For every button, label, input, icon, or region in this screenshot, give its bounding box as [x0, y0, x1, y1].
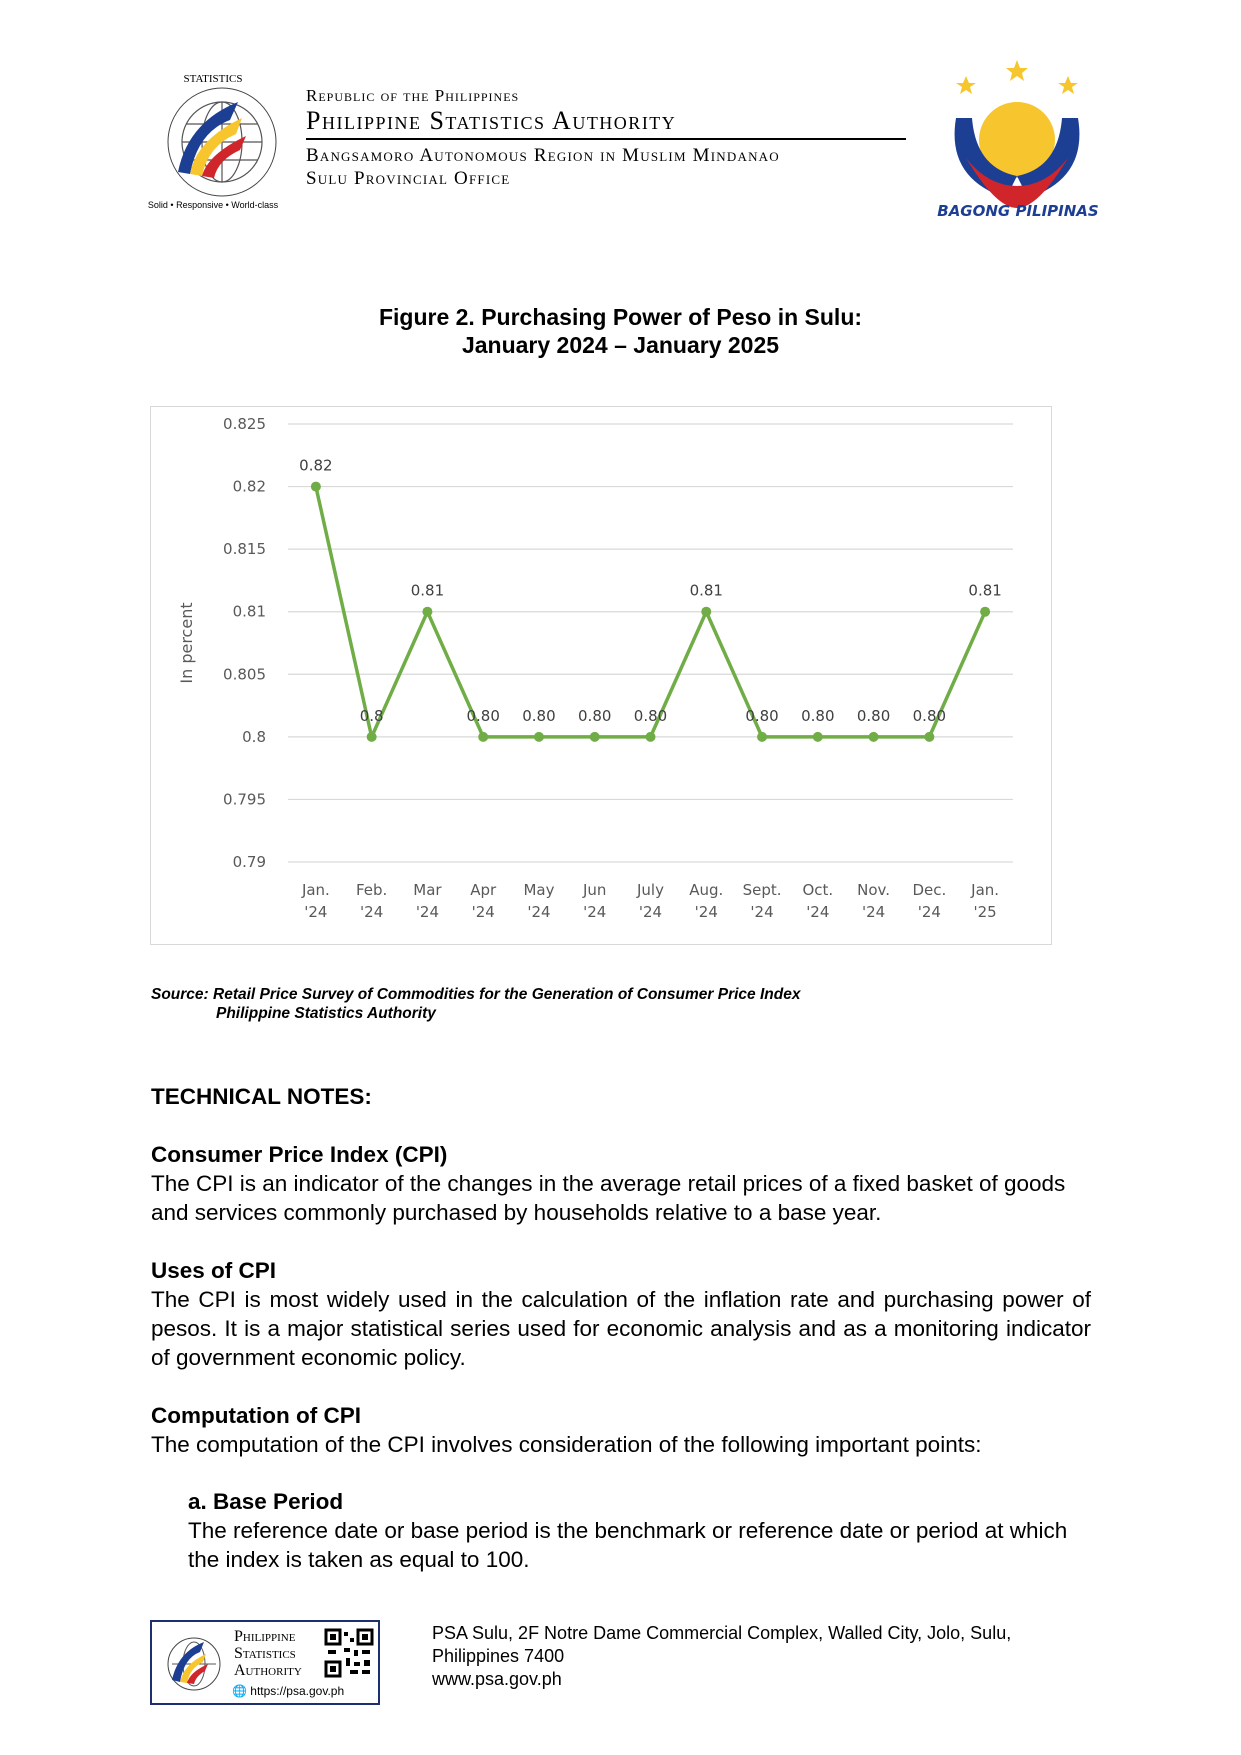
- x-tick-label: '25: [973, 903, 997, 921]
- x-tick-label: Dec.: [912, 881, 947, 899]
- x-tick-label: Jan.: [971, 881, 1000, 899]
- x-tick-label: Sept.: [742, 881, 782, 899]
- footer-psa-badge: [150, 1620, 380, 1705]
- footer-address: [432, 1622, 1072, 1691]
- header-region: Bangsamoro Autonomous Region in Muslim Mindanao: [306, 145, 780, 166]
- computation-paragraph: The computation of the CPI involves consideration of the following important points:: [151, 1432, 982, 1457]
- data-label: 0.81: [410, 581, 445, 600]
- psa-logo: [138, 62, 288, 212]
- x-tick-label: '24: [583, 903, 607, 921]
- y-tick-label: 0.79: [232, 853, 266, 871]
- data-point: [590, 732, 600, 742]
- svg-text:Solid • Responsive • World-cla: Solid • Responsive • World-class: [147, 200, 279, 210]
- y-tick-label: 0.8: [242, 727, 266, 746]
- header-republic: Republic of the Philippines: [306, 86, 520, 105]
- header-office: Sulu Provincial Office: [306, 168, 511, 189]
- footer-url-text: https://psa.gov.ph: [250, 1684, 345, 1698]
- x-tick-label: Nov.: [857, 881, 891, 899]
- y-tick-label: 0.795: [223, 790, 266, 809]
- uses-heading: Uses of CPI: [151, 1258, 277, 1283]
- x-tick-label: Jan.: [301, 881, 330, 899]
- base-period-paragraph: The reference date or base period is the benchmark or reference date or period at which the index is taken as equal to 100.: [188, 1518, 1068, 1572]
- chart: [150, 406, 1052, 945]
- x-tick-label: Feb.: [355, 881, 388, 899]
- cpi-paragraph: The CPI is an indicator of the changes in the average retail prices of a fixed basket of goods and services commonly purchased by households relative to a base year.: [151, 1171, 1066, 1225]
- y-tick-label: 0.805: [223, 665, 266, 684]
- data-point: [869, 732, 879, 742]
- data-point: [534, 732, 544, 742]
- x-tick-label: May: [523, 881, 555, 899]
- header-text: [306, 86, 906, 190]
- footer-address-line-2: Philippines 7400: [432, 1646, 565, 1666]
- data-point: [367, 732, 377, 742]
- x-tick-label: '24: [638, 903, 663, 921]
- footer-psa-line-2: Statistics: [234, 1645, 296, 1662]
- data-label: 0.80: [801, 706, 835, 725]
- x-tick-label: '24: [806, 903, 830, 921]
- data-point: [924, 732, 934, 742]
- data-point: [701, 607, 711, 617]
- uses-paragraph: The CPI is most widely used in the calculation of the inflation rate and purchasing power of pesos. It is a major statistical series used for economic analysis and as a monitoring indicator of government economic policy.: [151, 1287, 1091, 1370]
- header-rule: [306, 138, 906, 140]
- x-tick-label: Aug.: [689, 881, 724, 899]
- data-label: 0.80: [466, 706, 500, 725]
- data-point: [757, 732, 767, 742]
- data-point: [422, 607, 432, 617]
- x-tick-label: '24: [917, 903, 941, 921]
- footer-psa-line-1: Philippine: [234, 1628, 296, 1645]
- x-tick-label: '24: [750, 903, 774, 921]
- y-tick-label: 0.825: [223, 415, 266, 433]
- x-tick-label: '24: [415, 903, 440, 921]
- x-tick-label: July: [637, 881, 664, 899]
- data-label: 0.8: [359, 706, 384, 725]
- x-tick-label: Oct.: [802, 881, 834, 899]
- data-point: [646, 732, 656, 742]
- data-label: 0.80: [578, 706, 612, 725]
- svg-text:STATISTICS: STATISTICS: [183, 73, 243, 85]
- x-tick-label: Mar: [413, 881, 442, 899]
- source-line-1: Source: Retail Price Survey of Commodities for the Generation of Consumer Price Index: [151, 986, 801, 1003]
- data-label: 0.80: [745, 706, 779, 725]
- y-tick-label: 0.81: [232, 602, 266, 621]
- qr-code-icon: [324, 1628, 374, 1678]
- footer-address-line-1: PSA Sulu, 2F Notre Dame Commercial Complex, Walled City, Jolo, Sulu,: [432, 1623, 1012, 1643]
- data-label: 0.80: [856, 706, 891, 725]
- figure-subtitle: January 2024 – January 2025: [461, 332, 780, 358]
- x-tick-label: Apr: [470, 881, 497, 899]
- source-line-2: Philippine Statistics Authority: [216, 1005, 436, 1022]
- bagong-pilipinas-logo: [936, 58, 1098, 223]
- bagong-pilipinas-text: BAGONG PILIPINAS: [937, 202, 1099, 220]
- footer-psa-line-3: Authority: [234, 1662, 302, 1679]
- x-tick-label: '24: [304, 903, 328, 921]
- data-label: 0.81: [968, 581, 1002, 600]
- base-period-heading: a. Base Period: [188, 1489, 344, 1514]
- computation-heading: Computation of CPI: [151, 1403, 361, 1428]
- data-point: [478, 732, 488, 742]
- footer-psa-name: [234, 1628, 302, 1679]
- x-tick-label: '24: [861, 903, 886, 921]
- source-note: [151, 985, 800, 1023]
- data-point: [813, 732, 823, 742]
- x-tick-label: '24: [471, 903, 495, 921]
- data-label: 0.80: [522, 706, 556, 725]
- y-tick-label: 0.815: [223, 540, 266, 559]
- footer-psa-logo: [156, 1626, 228, 1698]
- x-tick-label: '24: [360, 903, 384, 921]
- cpi-heading: Consumer Price Index (CPI): [151, 1142, 448, 1167]
- footer-website: www.psa.gov.ph: [432, 1669, 562, 1689]
- footer-psa-url: 🌐 https://psa.gov.ph: [232, 1684, 345, 1698]
- y-tick-label: 0.82: [232, 477, 266, 496]
- data-label: 0.81: [689, 581, 723, 600]
- header-psa: Philippine Statistics Authority: [306, 106, 677, 135]
- data-point: [980, 607, 990, 617]
- data-label: 0.80: [633, 706, 668, 725]
- x-tick-label: '24: [694, 903, 718, 921]
- x-tick-label: Jun: [583, 881, 607, 899]
- technical-notes-title: TECHNICAL NOTES:: [151, 1084, 372, 1109]
- data-point: [311, 482, 321, 492]
- data-label: 0.80: [912, 706, 947, 725]
- x-tick-label: '24: [527, 903, 551, 921]
- line-chart: [151, 407, 1051, 944]
- figure-title: Figure 2. Purchasing Power of Peso in Sulu:: [378, 304, 863, 330]
- y-axis-label: In percent: [177, 602, 196, 684]
- data-label: 0.82: [299, 456, 333, 475]
